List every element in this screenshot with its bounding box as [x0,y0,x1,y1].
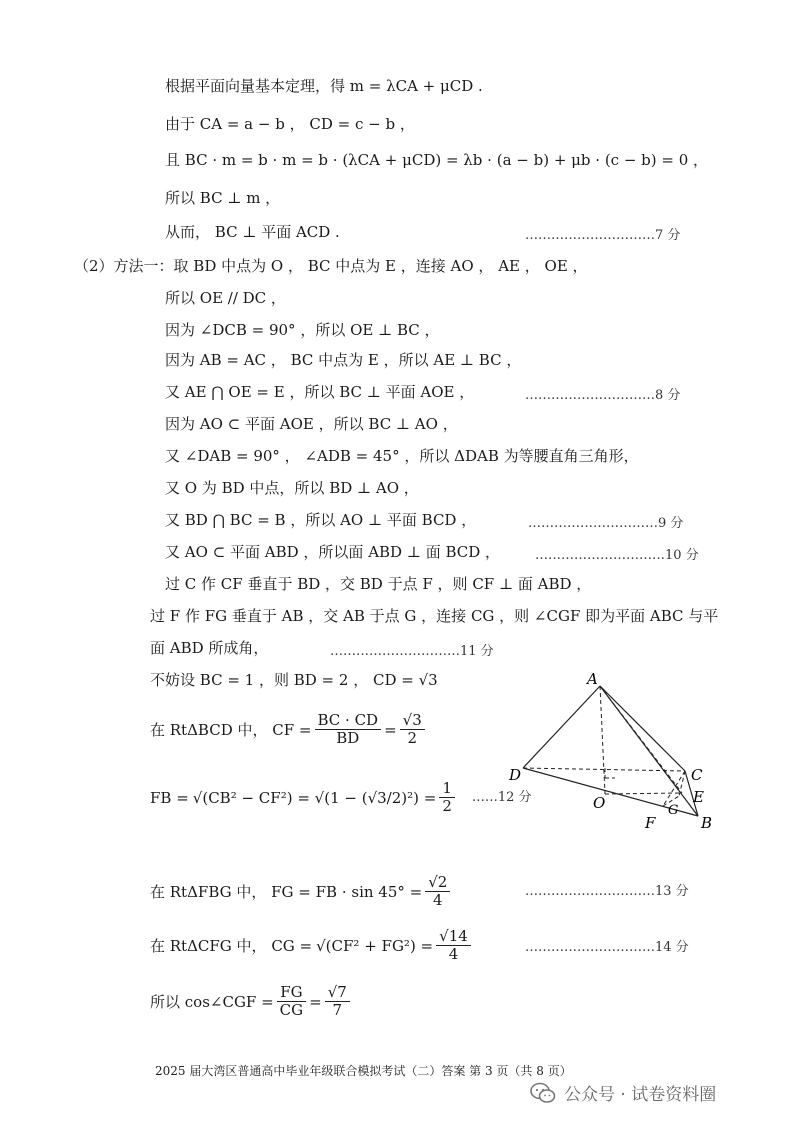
score-mark: …………………………10 分 [535,548,699,563]
pyramid-figure [505,668,730,838]
score-mark: …………………………11 分 [330,644,494,659]
text-line: 又 O 为 BD 中点，所以 BD ⊥ AO ， [165,479,419,497]
cf-formula: 在 RtΔBCD 中， CF = $\frac{BC \cdot CD}{BD}$ = $\frac{√3}{2}$ [150,712,428,747]
text-line: 所以 OE // DC ， [165,289,286,307]
label-A: A [587,670,598,688]
text-line: 且 BC · m = b · m = b · (λCA + μCD) = λb · (a − b) + μb · (c − b) = 0 ， [165,151,709,169]
wechat-icon [530,1082,556,1104]
text-line: 根据平面向量基本定理，得 m = λCA + μCD . [165,77,483,95]
score-mark: …………………………14 分 [525,940,689,955]
text-line: 面 ABD 所成角， [150,639,269,657]
text-line: 从而， BC ⊥ 平面 ACD . [165,223,340,241]
text-line: 又 AE ⋂ OE = E ，所以 BC ⊥ 平面 AOE ， [165,383,475,401]
text-line: 所以 BC ⊥ m ， [165,189,281,207]
edge-CF [663,771,685,806]
text-line: 因为 ∠DCB = 90° ，所以 OE ⊥ BC ， [165,321,440,339]
fb-formula: FB = √(CB² − CF²) = √(1 − (√3/2)²) = $\frac{1}{2}$ ……12 分 [150,779,532,815]
text-line: 因为 AB = AC ， BC 中点为 E ，所以 AE ⊥ BC ， [165,351,522,369]
label-F: F [645,814,656,832]
edge-AO [600,686,605,794]
score-mark: …………………………7 分 [525,228,681,243]
score-mark: …………………………13 分 [525,884,689,899]
text-line: 又 ∠DAB = 90° ， ∠ADB = 45° ，所以 ΔDAB 为等腰直角三角形， [165,447,639,465]
text-line: 过 F 作 FG 垂直于 AB ，交 AB 于点 G ，连接 CG ，则 ∠CGF 即为平面 ABC 与平 [150,607,719,625]
label-D: D [509,766,522,784]
watermark [530,1080,716,1105]
fg-formula: 在 RtΔFBG 中， FG = FB · sin 45° = $\frac{√2}{4}$ [150,874,453,909]
text-line: 不妨设 BC = 1 ，则 BD = 2 ， CD = √3 [150,671,438,689]
edge-AC [600,686,685,771]
label-E: E [693,788,704,806]
label-C: C [691,766,703,784]
page-footer: 2025 届大湾区普通高中毕业年级联合模拟考试（二）答案 第 3 页（共 8 页） [155,1064,572,1078]
text-line: 又 AO ⊂ 平面 ABD ，所以面 ABD ⊥ 面 BCD ， [165,543,501,561]
edge-AD [523,686,600,768]
text-line: 因为 AO ⊂ 平面 AOE ，所以 BC ⊥ AO ， [165,415,458,433]
score-mark: ……12 分 [471,789,532,805]
label-O: O [593,794,606,812]
label-B: B [701,814,713,832]
text-line: 由于 CA = a − b ， CD = c − b ， [165,115,415,133]
cos-formula: 所以 cos∠CGF = $\frac{FG}{CG}$ = $\frac{√7}{7}$ [150,984,353,1019]
text-line: （2）方法一：取 BD 中点为 O ， BC 中点为 E ，连接 AO ， AE ， OE ， [74,257,588,275]
cg-formula: 在 RtΔCFG 中， CG = √(CF² + FG²) = $\frac{√14}{4}$ [150,928,474,963]
text-line: 过 C 作 CF 垂直于 BD ，交 BD 于点 F ，则 CF ⊥ 面 ABD ， [165,575,592,593]
score-mark: …………………………9 分 [528,516,684,531]
watermark-text: 公众号 · 试卷资料圈 [564,1085,717,1105]
score-mark: …………………………8 分 [525,388,681,403]
label-G: G [668,803,679,818]
text-line: 又 BD ⋂ BC = B ，所以 AO ⊥ 平面 BCD ， [165,511,477,529]
